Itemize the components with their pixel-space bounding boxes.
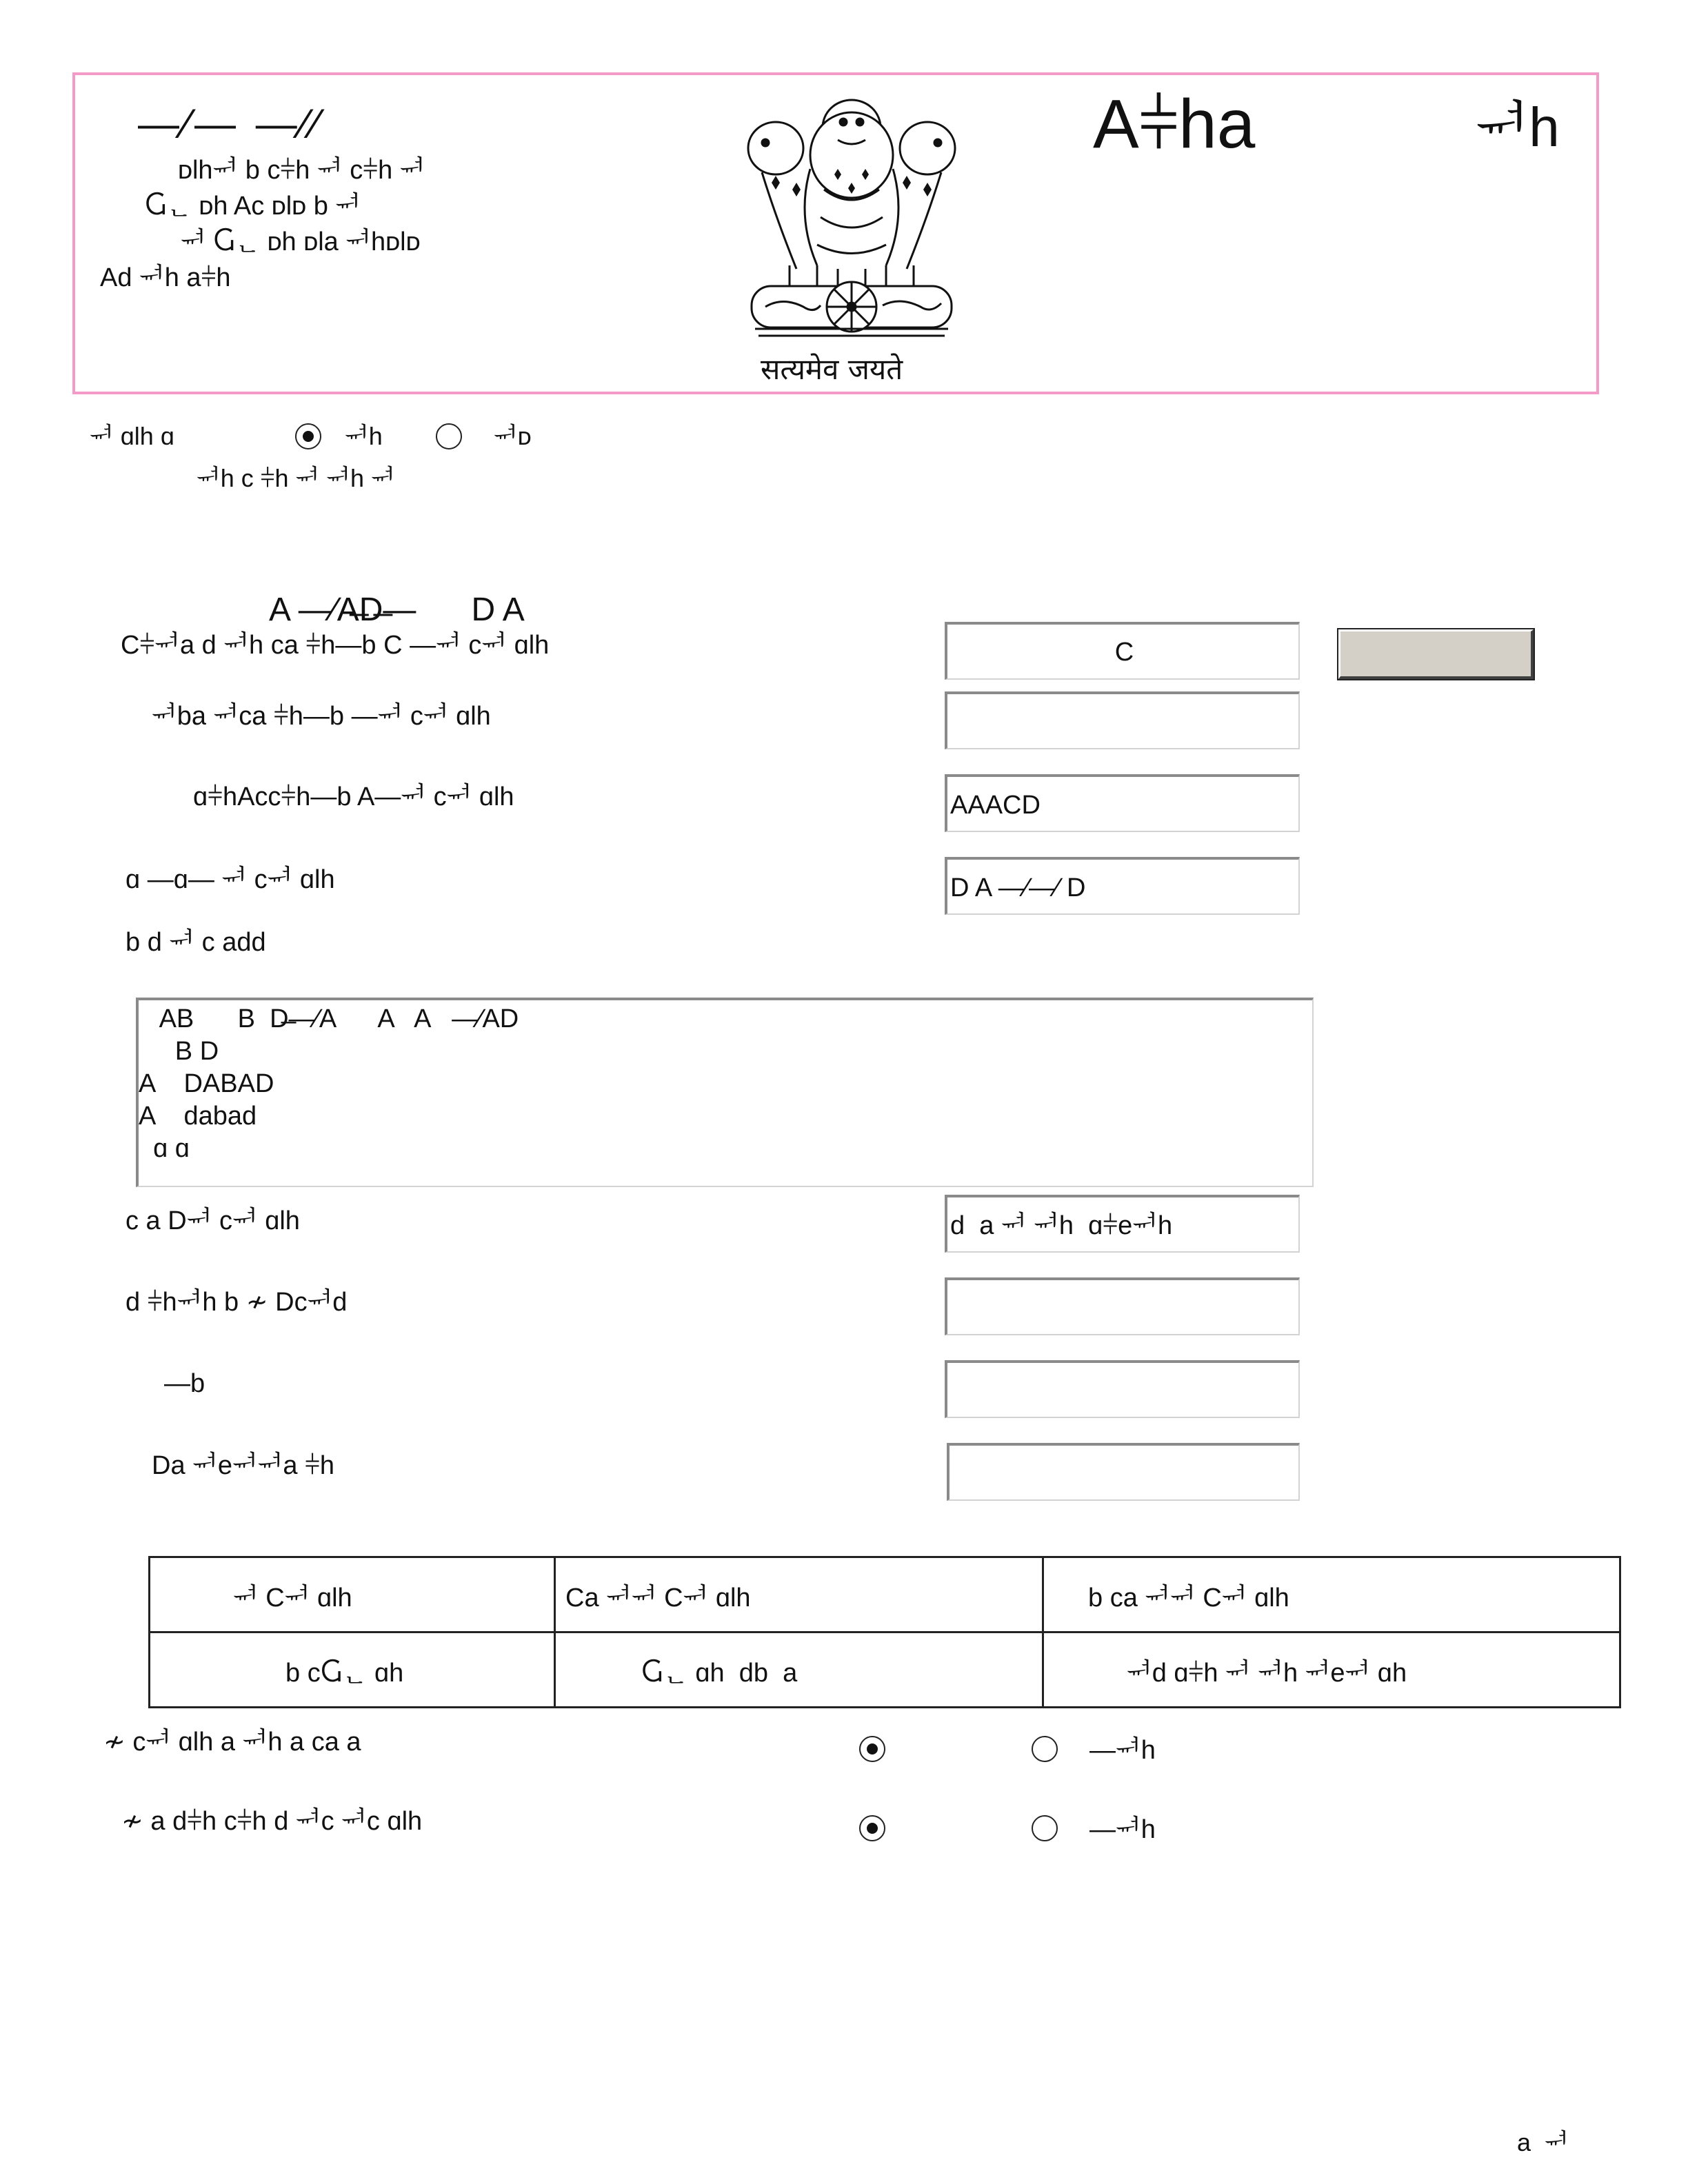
lookup-button[interactable] [1338,629,1534,679]
address-line-4: A dabad [139,1102,257,1131]
form-row-8-label: Da ᆏeᆏᆏa ⫩h [152,1451,335,1480]
form-row-6-input[interactable] [945,1277,1300,1335]
emblem-motto: सत्यमेव जयते [761,352,903,386]
section-heading [252,553,525,629]
option-1-radio[interactable] [295,423,321,449]
officer-table [148,1556,1621,1708]
form-row-8-input[interactable] [947,1443,1300,1501]
address-line-2: Ⴚᆫ ᴅh Ac ᴅlᴅ b ᆏ [145,192,361,221]
table-cell: b cႺᆫ ɑh [150,1632,555,1708]
table-header-cell: b ca ᆏᆏ Cᆏ ɑlh [1043,1557,1620,1632]
option-row-label: ᆏ ɑlh ɑ [90,422,174,450]
form-row-5-label: c a Dᆏ cᆏ ɑlh [125,1206,300,1235]
question-1-yes-radio[interactable] [859,1736,885,1762]
table-row [150,1632,1620,1708]
header-title-right-suffix: ᆏh [1476,97,1560,158]
table-cell: Ⴚᆫ ɑh db a [555,1632,1043,1708]
section-heading-part-2: D A [471,592,525,628]
question-2-label: ≁ a d⫩h c⫩h d ᆏc ᆏc ɑlh [121,1807,423,1836]
address-line-5: ɑ ɑ [139,1134,190,1163]
option-2-radio[interactable] [436,423,462,449]
section-heading-gap [416,592,471,628]
address-line-2: B D [139,1037,219,1066]
question-2-no-radio[interactable] [1032,1815,1058,1841]
form-row-2-label: ᆏba ᆏca ⫩h—b —ᆏ cᆏ ɑlh [152,702,491,731]
form-row-4-label: ɑ —ɑ— ᆏ cᆏ ɑlh [125,865,335,894]
header-title-right: A⫩ha [1093,85,1256,163]
page-number: a ᆏ [1517,2128,1569,2156]
section-heading-part-1: A —⁄A̶D̶— [269,592,416,628]
address-line-3: A DABAD [139,1069,274,1098]
form-row-3-input[interactable]: AAACD [945,774,1300,832]
table-header-cell: ᆏ Cᆏ ɑlh [150,1557,555,1632]
option-2-label: ᆏᴅ [494,422,532,450]
form-row-2-input[interactable] [945,691,1300,749]
question-1-label: ≁ cᆏ ɑlh a ᆏh a ca a [103,1728,361,1757]
question-2-no-label: —ᆏh [1089,1815,1156,1844]
table-header-row [150,1557,1620,1632]
form-row-7-input[interactable] [945,1360,1300,1418]
address-line-4: Ad ᆏh a⫩h [100,263,231,292]
header-title-left: —⁄— —⁄⁄ [138,101,323,147]
form-row-5-input[interactable]: d a ᆏ ᆏh ɑ⫩eᆏh [945,1195,1300,1253]
form-row-3-label: ɑ⫩hAcc⫩h—b A—ᆏ cᆏ ɑlh [193,782,514,811]
form-row-4-input[interactable]: D A —⁄—⁄ D [945,857,1300,915]
address-line-1: AB B D̶—⁄A A A —⁄AD [139,1004,519,1033]
address-line-1: ᴅlhᆏ b c⫩h ᆏ c⫩h ᆏ [178,156,425,185]
national-emblem-icon [734,79,969,390]
table-header-cell: Ca ᆏᆏ Cᆏ ɑlh [555,1557,1043,1632]
address-textarea[interactable] [136,998,1314,1187]
table-cell: ᆏd ɑ⫩h ᆏ ᆏh ᆏeᆏ ɑh [1043,1632,1620,1708]
form-row-1-input[interactable]: C [945,622,1300,680]
form-row-7-label: —b [164,1369,205,1398]
question-2-yes-radio[interactable] [859,1815,885,1841]
address-line-3: ᆏ Ⴚᆫ ᴅh ᴅla ᆏhᴅlᴅ [181,228,421,256]
question-1-no-label: —ᆏh [1089,1736,1156,1765]
question-1-no-radio[interactable] [1032,1736,1058,1762]
address-label: b d ᆏ c add [125,928,266,957]
form-row-1-label: C⫩ᆏa d ᆏh ca ⫩h—b C —ᆏ cᆏ ɑlh [121,631,550,660]
option-row-note: ᆏh c ⫩h ᆏ ᆏh ᆏ [197,464,395,492]
form-row-6-label: d ⫩hᆏh b ≁ Dcᆏd [125,1288,348,1317]
option-1-label: ᆏh [345,422,383,450]
